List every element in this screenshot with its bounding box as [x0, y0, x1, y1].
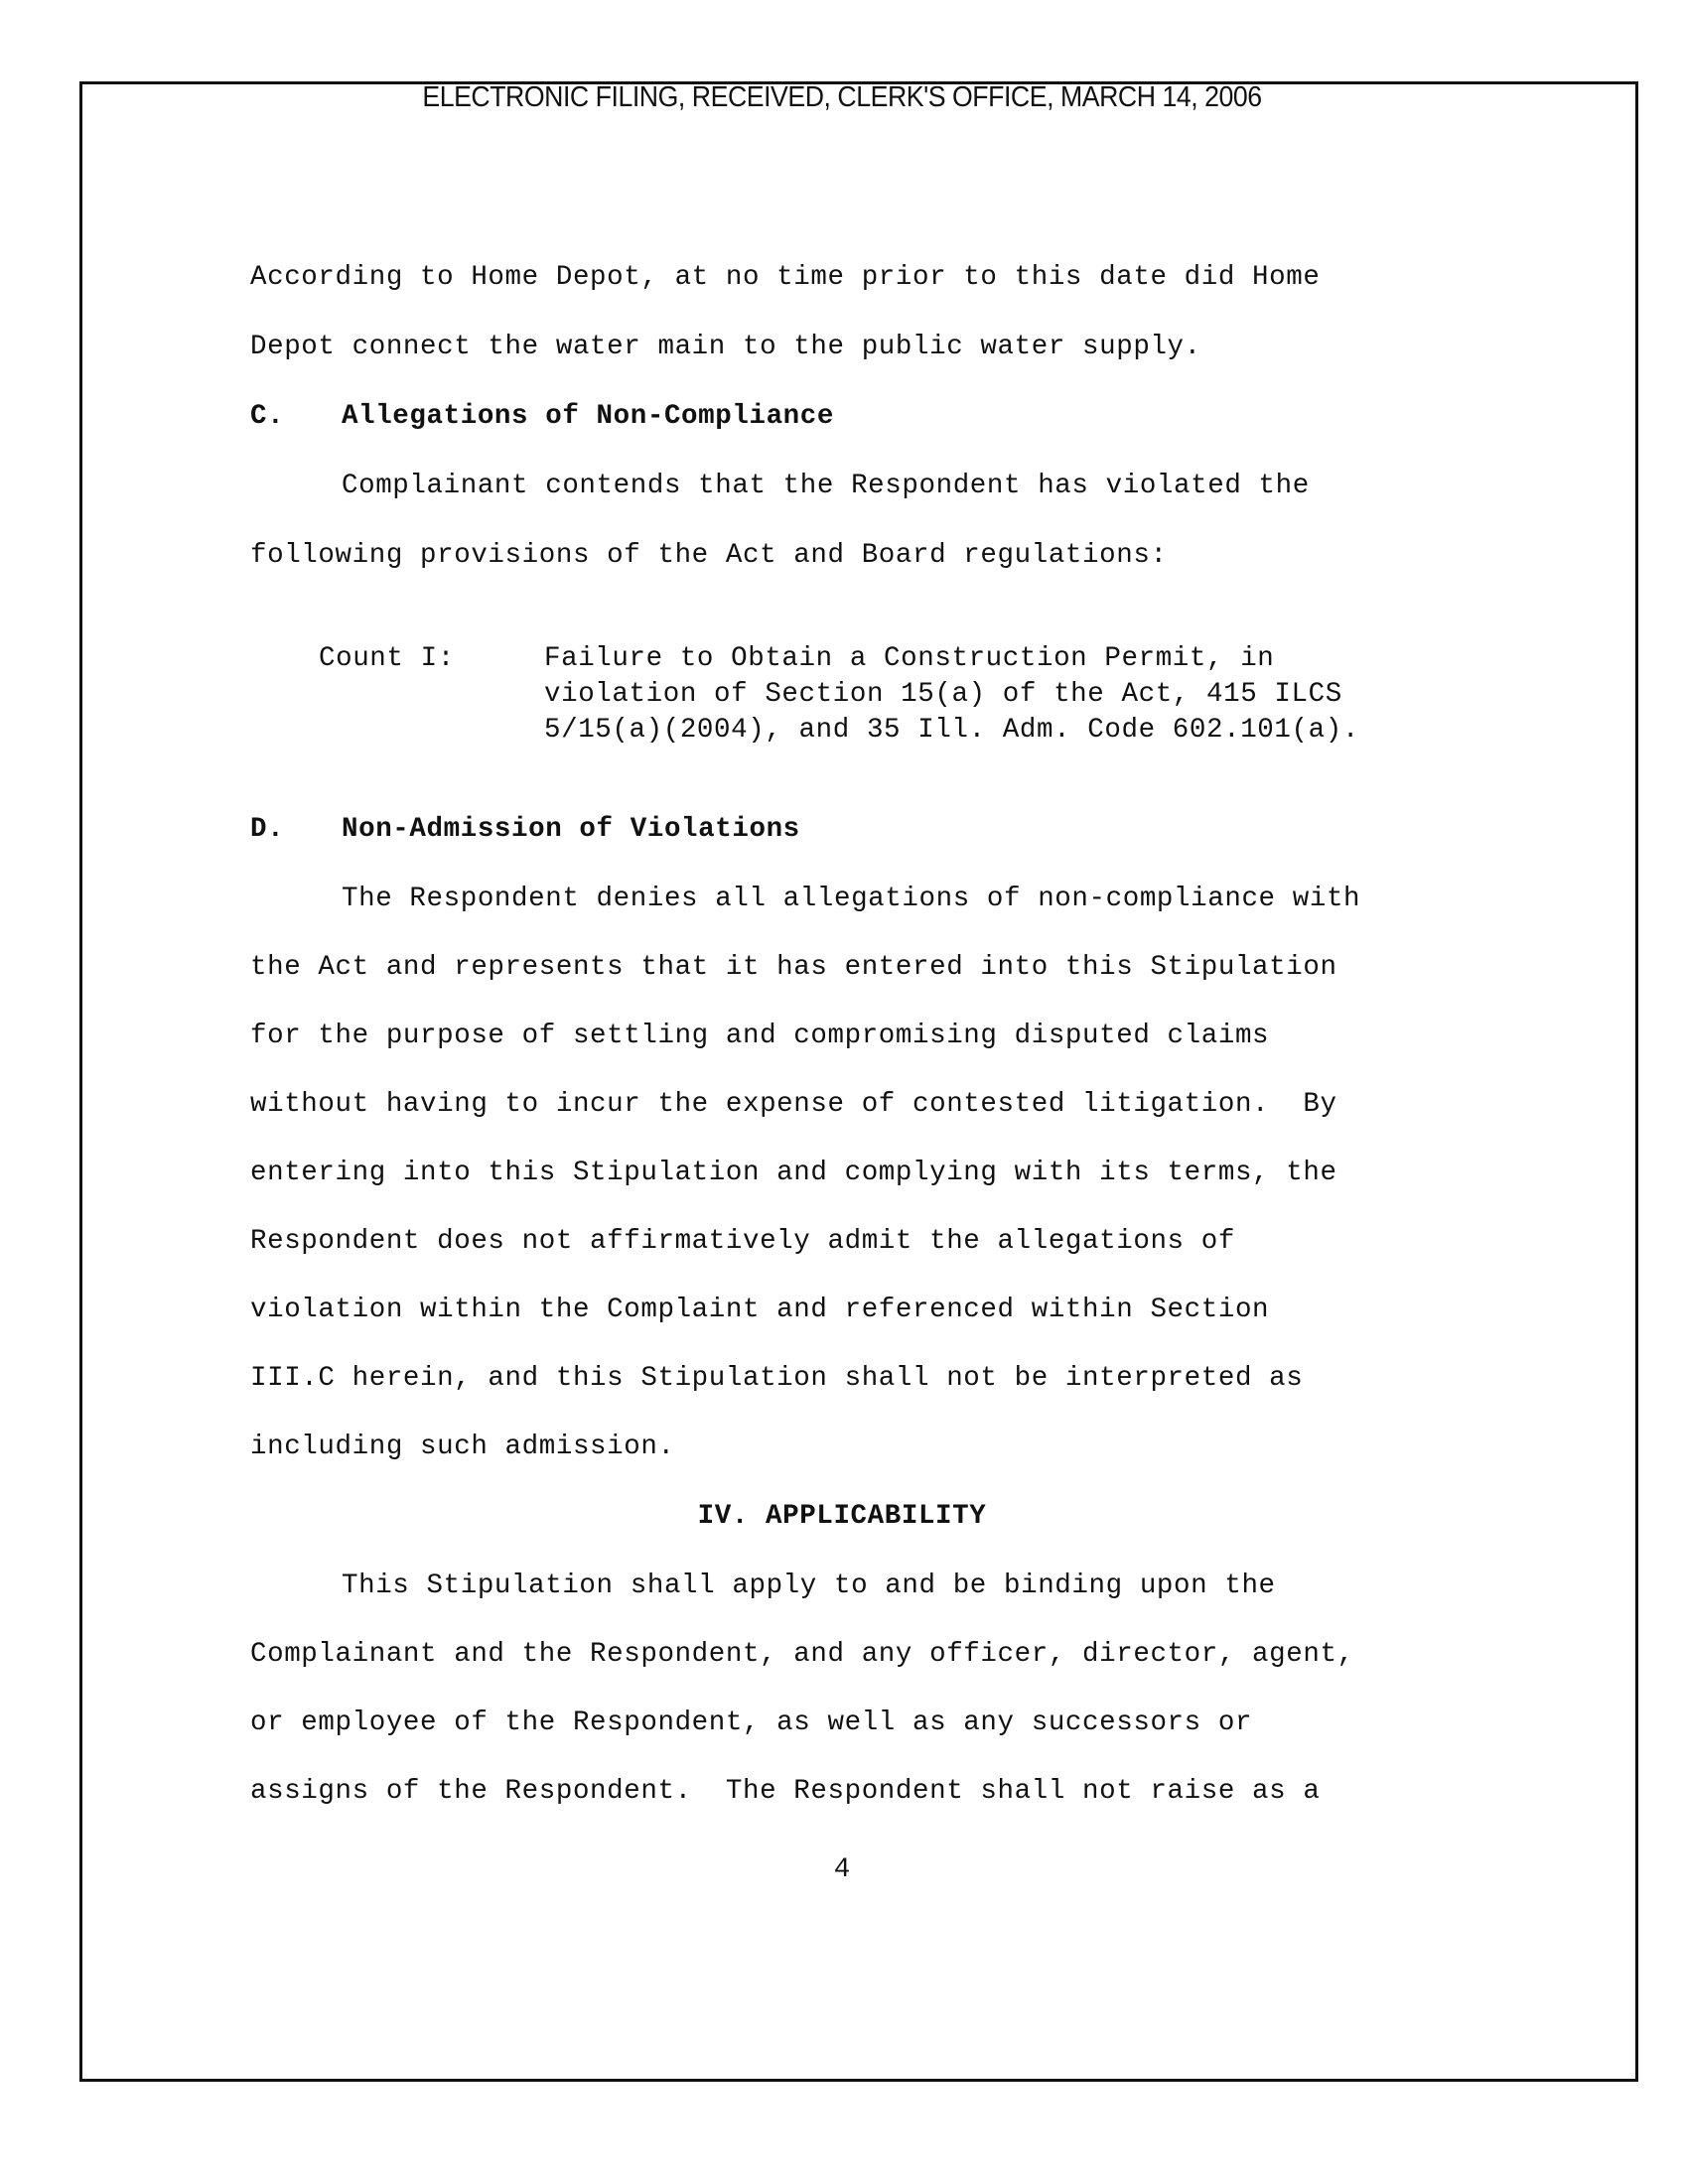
section-d-letter: D. [250, 814, 285, 845]
section-d-line: Respondent does not affirmatively admit the allegations of [250, 1226, 1235, 1257]
section-d-line: including such admission. [250, 1432, 675, 1462]
count-line-2: violation of Section 15(a) of the Act, 415 ILCS [544, 679, 1342, 710]
section-iv-line: or employee of the Respondent, as well as any successors or [250, 1707, 1253, 1738]
count-label: Count I: [319, 643, 455, 674]
section-iv-line: This Stipulation shall apply to and be binding upon the [342, 1570, 1276, 1601]
page-border-bottom [79, 2079, 1638, 2082]
section-d-line: without having to incur the expense of contested litigation. By [250, 1089, 1337, 1120]
section-d-line: the Act and represents that it has entered into this Stipulation [250, 952, 1337, 983]
page-border-left [79, 81, 82, 2082]
section-iv-line: assigns of the Respondent. The Respondent shall not raise as a [250, 1776, 1321, 1807]
electronic-filing-stamp: ELECTRONIC FILING, RECEIVED, CLERK'S OFFICE, MARCH 14, 2006 [422, 81, 1262, 113]
section-iv-heading: IV. APPLICABILITY [697, 1501, 987, 1532]
page-number: 4 [833, 1854, 851, 1885]
count-line-3: 5/15(a)(2004), and 35 Ill. Adm. Code 602.101(a). [544, 715, 1359, 746]
section-d-line: The Respondent denies all allegations of non-compliance with [342, 884, 1361, 914]
section-c-line-2: following provisions of the Act and Board regulations: [250, 540, 1168, 571]
section-c-letter: C. [250, 401, 285, 432]
section-d-line: violation within the Complaint and referenced within Section [250, 1295, 1270, 1325]
section-d-line: III.C herein, and this Stipulation shall not be interpreted as [250, 1363, 1304, 1394]
intro-line-2: Depot connect the water main to the public water supply. [250, 332, 1201, 362]
intro-line-1: According to Home Depot, at no time prior to this date did Home [250, 262, 1321, 293]
section-d-title: Non-Admission of Violations [342, 814, 800, 845]
count-line-1: Failure to Obtain a Construction Permit, in [544, 643, 1275, 674]
page-border-right [1635, 81, 1638, 2082]
section-c-line-1: Complainant contends that the Respondent has violated the [342, 471, 1310, 501]
section-d-line: entering into this Stipulation and complying with its terms, the [250, 1158, 1337, 1188]
section-iv-line: Complainant and the Respondent, and any officer, director, agent, [250, 1639, 1354, 1670]
section-d-line: for the purpose of settling and compromising disputed claims [250, 1021, 1270, 1051]
section-c-title: Allegations of Non-Compliance [342, 401, 834, 432]
